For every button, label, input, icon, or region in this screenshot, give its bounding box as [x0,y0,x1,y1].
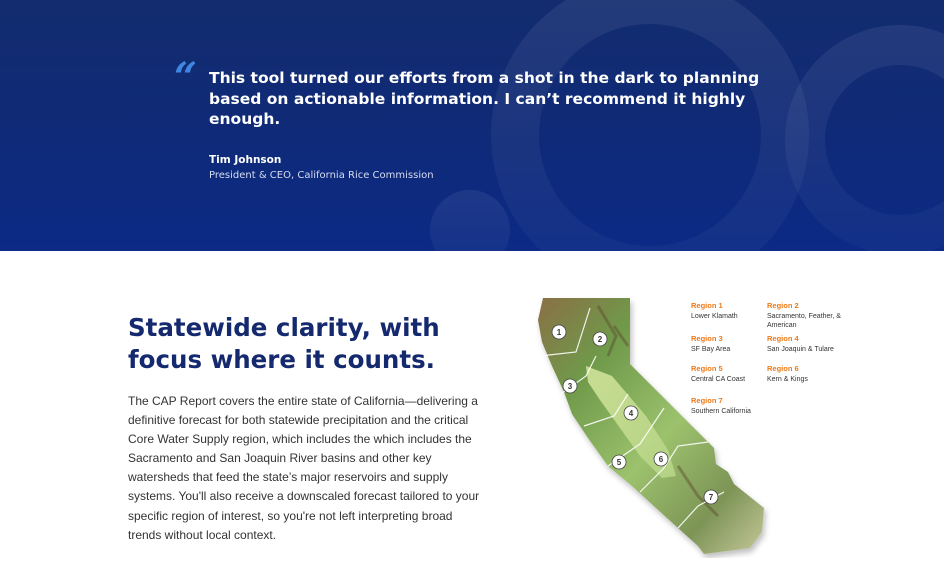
author-name: Tim Johnson [209,154,282,166]
region-title: Region 7 [691,396,723,405]
region-marker-6: 6 [658,455,664,464]
region-marker-1: 1 [556,328,562,337]
region-name: Kern & Kings [767,376,808,383]
region-legend-6 [767,364,843,385]
region-name: SF Bay Area [691,346,731,353]
region-marker-2: 2 [597,335,603,344]
region-title: Region 3 [691,334,723,343]
region-legend-2 [767,301,843,330]
section-heading: Statewide clarity, with focus where it counts. [128,313,440,374]
region-name: San Joaquin & Tulare [767,346,834,353]
region-marker-4: 4 [628,409,634,418]
region-name: Lower Klamath [691,313,738,320]
section-body: The CAP Report covers the entire state of California—delivering a definitive forecast for both statewide precipitation and the critical Core Water Supply region, which includes the which includes the Sacramento and San Joaquin River basins and other key watersheds that feed the state’s major reservoirs and supply systems. You'll also receive a downscaled forecast tailored to your specific region of interest, so you're not left interpreting broad trends without local context. [128,394,480,542]
region-title: Region 5 [691,364,723,373]
region-legend-7 [691,396,781,417]
region-name: Sacramento, Feather, & American [767,313,841,329]
region-legend-1 [691,301,771,322]
region-title: Region 4 [767,334,799,343]
region-title: Region 6 [767,364,799,373]
region-legend-3 [691,334,771,355]
region-name: Central CA Coast [691,376,746,383]
region-marker-3: 3 [567,382,573,391]
region-legend-5 [691,364,771,385]
testimonial-section [0,0,944,251]
region-marker-5: 5 [616,458,622,467]
region-legend-4 [767,334,843,355]
region-marker-7: 7 [708,493,714,502]
testimonial-quote: This tool turned our efforts from a shot in the dark to planning based on actionable information. I can’t recommend it highly enough. [209,69,760,128]
region-title: Region 1 [691,301,723,310]
region-title: Region 2 [767,301,799,310]
region-name: Southern California [691,408,751,415]
quote-mark-icon: “ [174,54,198,101]
author-title: President & CEO, California Rice Commission [209,170,434,181]
